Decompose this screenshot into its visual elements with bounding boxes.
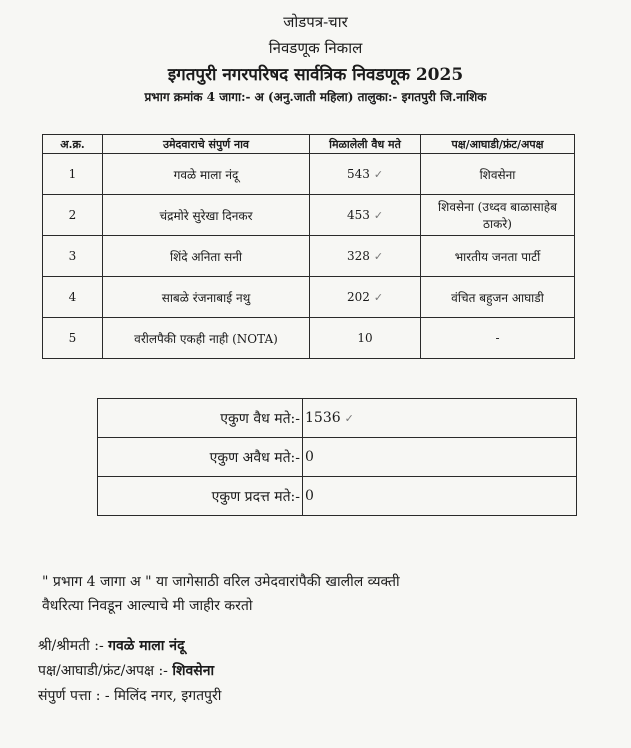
document-heading: निवडणूक निकाल (268, 39, 363, 57)
total-invalid-label: एकुण अवैध मते:- (98, 438, 303, 477)
table-row (43, 318, 575, 359)
candidate-name-cell: शिंदे अनिता सनी (103, 236, 310, 277)
votes-cell: 543 ✓ (310, 154, 421, 195)
total-valid-label: एकुण वैध मते:- (98, 399, 303, 438)
results-table (42, 134, 575, 359)
serial-cell: 5 (43, 318, 103, 359)
total-cast-row (98, 477, 577, 516)
winner-name-label: श्री/श्रीमती :- (38, 638, 104, 654)
column-header-votes: मिळालेली वैध मते (310, 135, 421, 154)
document-title: इगतपुरी नगरपरिषद सार्वत्रिक निवडणूक 2025 (167, 65, 464, 85)
table-row (43, 277, 575, 318)
table-header-row (43, 135, 575, 154)
ward-info: प्रभाग क्रमांक 4 जागा:- अ (अनु.जाती महिला) तालुका:- इगतपुरी जि.नाशिक (144, 90, 487, 104)
serial-cell: 4 (43, 277, 103, 318)
party-cell: वंचित बहुजन आघाडी (421, 277, 575, 318)
candidate-name-cell: गवळे माला नंदू (103, 154, 310, 195)
declaration-line-1: " प्रभाग 4 जागा अ " या जागेसाठी वरिल उमेदवारांपैकी खालील व्यक्ती (42, 574, 400, 590)
serial-cell: 1 (43, 154, 103, 195)
candidate-name-cell: चंद्रमोरे सुरेखा दिनकर (103, 195, 310, 236)
votes-cell: 202 ✓ (310, 277, 421, 318)
candidate-name-cell: वरीलपैकी एकही नाही (NOTA) (103, 318, 310, 359)
check-icon: ✓ (373, 291, 384, 304)
serial-cell: 2 (43, 195, 103, 236)
votes-cell: 453 ✓ (310, 195, 421, 236)
totals-table (97, 398, 577, 516)
total-valid-value: 1536 ✓ (303, 399, 577, 438)
check-icon: ✓ (344, 412, 354, 425)
table-row (43, 154, 575, 195)
column-header-name: उमेदवाराचे संपुर्ण नाव (103, 135, 310, 154)
party-cell: भारतीय जनता पार्टी (421, 236, 575, 277)
total-invalid-row (98, 438, 577, 477)
document-subtitle: जोडपत्र-चार (283, 13, 348, 31)
votes-cell: 328 ✓ (310, 236, 421, 277)
total-invalid-value: 0 (303, 438, 577, 477)
check-icon: ✓ (373, 250, 384, 263)
party-cell: शिवसेना (उध्दव बाळासाहेब ठाकरे) (421, 195, 575, 236)
party-cell: - (421, 318, 575, 359)
total-cast-value: 0 (303, 477, 577, 516)
party-cell: शिवसेना (421, 154, 575, 195)
winner-address-value: मिलिंद नगर, इगतपुरी (114, 688, 222, 704)
table-row (43, 236, 575, 277)
serial-cell: 3 (43, 236, 103, 277)
winner-name-line (38, 636, 185, 655)
winner-party-value: शिवसेना (172, 663, 215, 679)
total-valid-row (98, 399, 577, 438)
column-header-serial: अ.क्र. (43, 135, 103, 154)
candidate-name-cell: साबळे रंजनाबाई नथु (103, 277, 310, 318)
winner-party-line (38, 661, 214, 680)
check-icon: ✓ (373, 209, 384, 222)
table-row (43, 195, 575, 236)
declaration-line-2: वैधरित्या निवडून आल्याचे मी जाहीर करतो (42, 598, 253, 614)
winner-address-line (38, 686, 221, 705)
column-header-party: पक्ष/आघाडी/फ्रंट/अपक्ष (421, 135, 575, 154)
votes-cell: 10 (310, 318, 421, 359)
winner-party-label: पक्ष/आघाडी/फ्रंट/अपक्ष :- (38, 663, 168, 679)
winner-name-value: गवळे माला नंदू (108, 638, 185, 654)
total-cast-label: एकुण प्रदत्त मते:- (98, 477, 303, 516)
check-icon: ✓ (373, 168, 384, 181)
winner-address-label: संपुर्ण पत्ता : - (38, 688, 110, 704)
